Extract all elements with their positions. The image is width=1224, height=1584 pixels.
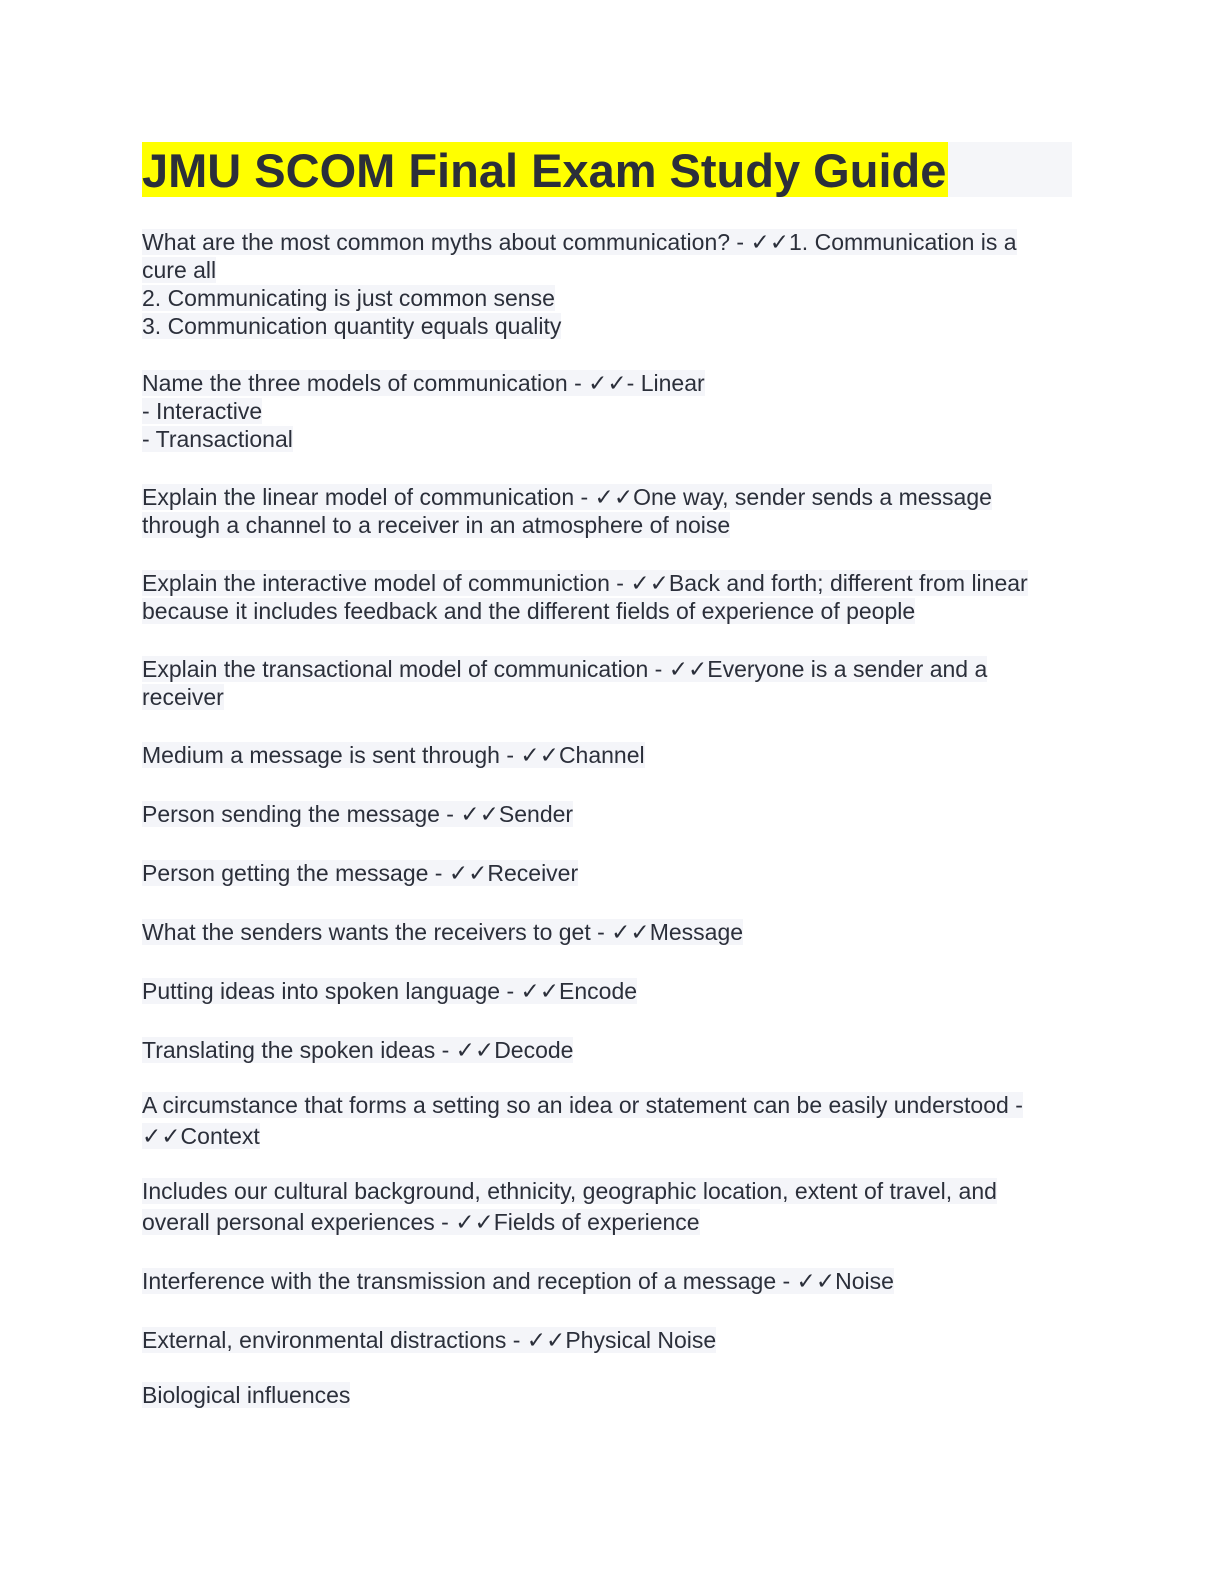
qa-line: A circumstance that forms a setting so an idea or statement can be easily understood - — [142, 1092, 1023, 1118]
qa-line: receiver — [142, 684, 224, 710]
qa-item-decode — [142, 1036, 1072, 1064]
qa-line: Name the three models of communication - ✓✓- Linear — [142, 370, 705, 396]
qa-line: External, environmental distractions - ✓✓Physical Noise — [142, 1327, 717, 1353]
qa-line: What are the most common myths about communication? - ✓✓1. Communication is a — [142, 229, 1017, 255]
qa-item-encode — [142, 977, 1072, 1005]
qa-item-receiver — [142, 859, 1072, 887]
qa-line: Person getting the message - ✓✓Receiver — [142, 860, 579, 886]
qa-line: - Transactional — [142, 426, 293, 452]
qa-line: Interference with the transmission and reception of a message - ✓✓Noise — [142, 1268, 894, 1294]
qa-line: because it includes feedback and the different fields of experience of people — [142, 598, 916, 624]
qa-item-physical-noise — [142, 1326, 1072, 1354]
qa-line: - Interactive — [142, 398, 263, 424]
qa-line: Includes our cultural background, ethnicity, geographic location, extent of travel, and — [142, 1178, 997, 1204]
qa-line: Explain the linear model of communication - ✓✓One way, sender sends a message — [142, 484, 992, 510]
qa-line: through a channel to a receiver in an atmosphere of noise — [142, 512, 731, 538]
qa-item-noise — [142, 1267, 1072, 1295]
qa-item-linear-model — [142, 483, 1072, 539]
qa-line: Medium a message is sent through - ✓✓Channel — [142, 742, 645, 768]
qa-line: What the senders wants the receivers to get - ✓✓Message — [142, 919, 744, 945]
qa-item-fields-of-experience — [142, 1176, 1072, 1238]
qa-item-context — [142, 1090, 1072, 1152]
qa-item-channel — [142, 741, 1072, 769]
qa-item-sender — [142, 800, 1072, 828]
qa-line: 3. Communication quantity equals quality — [142, 313, 562, 339]
qa-item-myths — [142, 228, 1072, 340]
qa-item-biological-influences — [142, 1381, 1072, 1409]
qa-line: ✓✓Context — [142, 1123, 260, 1149]
qa-line: Putting ideas into spoken language - ✓✓Encode — [142, 978, 638, 1004]
qa-line: overall personal experiences - ✓✓Fields of experience — [142, 1209, 700, 1235]
qa-line: Person sending the message - ✓✓Sender — [142, 801, 574, 827]
document-title: JMU SCOM Final Exam Study Guide — [142, 144, 947, 197]
qa-item-three-models — [142, 369, 1072, 453]
qa-line: Translating the spoken ideas - ✓✓Decode — [142, 1037, 574, 1063]
qa-line: Explain the interactive model of communiction - ✓✓Back and forth; different from linear — [142, 570, 1028, 596]
qa-line: 2. Communicating is just common sense — [142, 285, 555, 311]
qa-item-transactional-model — [142, 655, 1072, 711]
qa-item-interactive-model — [142, 569, 1072, 625]
qa-item-message — [142, 918, 1072, 946]
qa-line: cure all — [142, 257, 217, 283]
qa-line: Biological influences — [142, 1382, 351, 1408]
qa-line: Explain the transactional model of communication - ✓✓Everyone is a sender and a — [142, 656, 988, 682]
